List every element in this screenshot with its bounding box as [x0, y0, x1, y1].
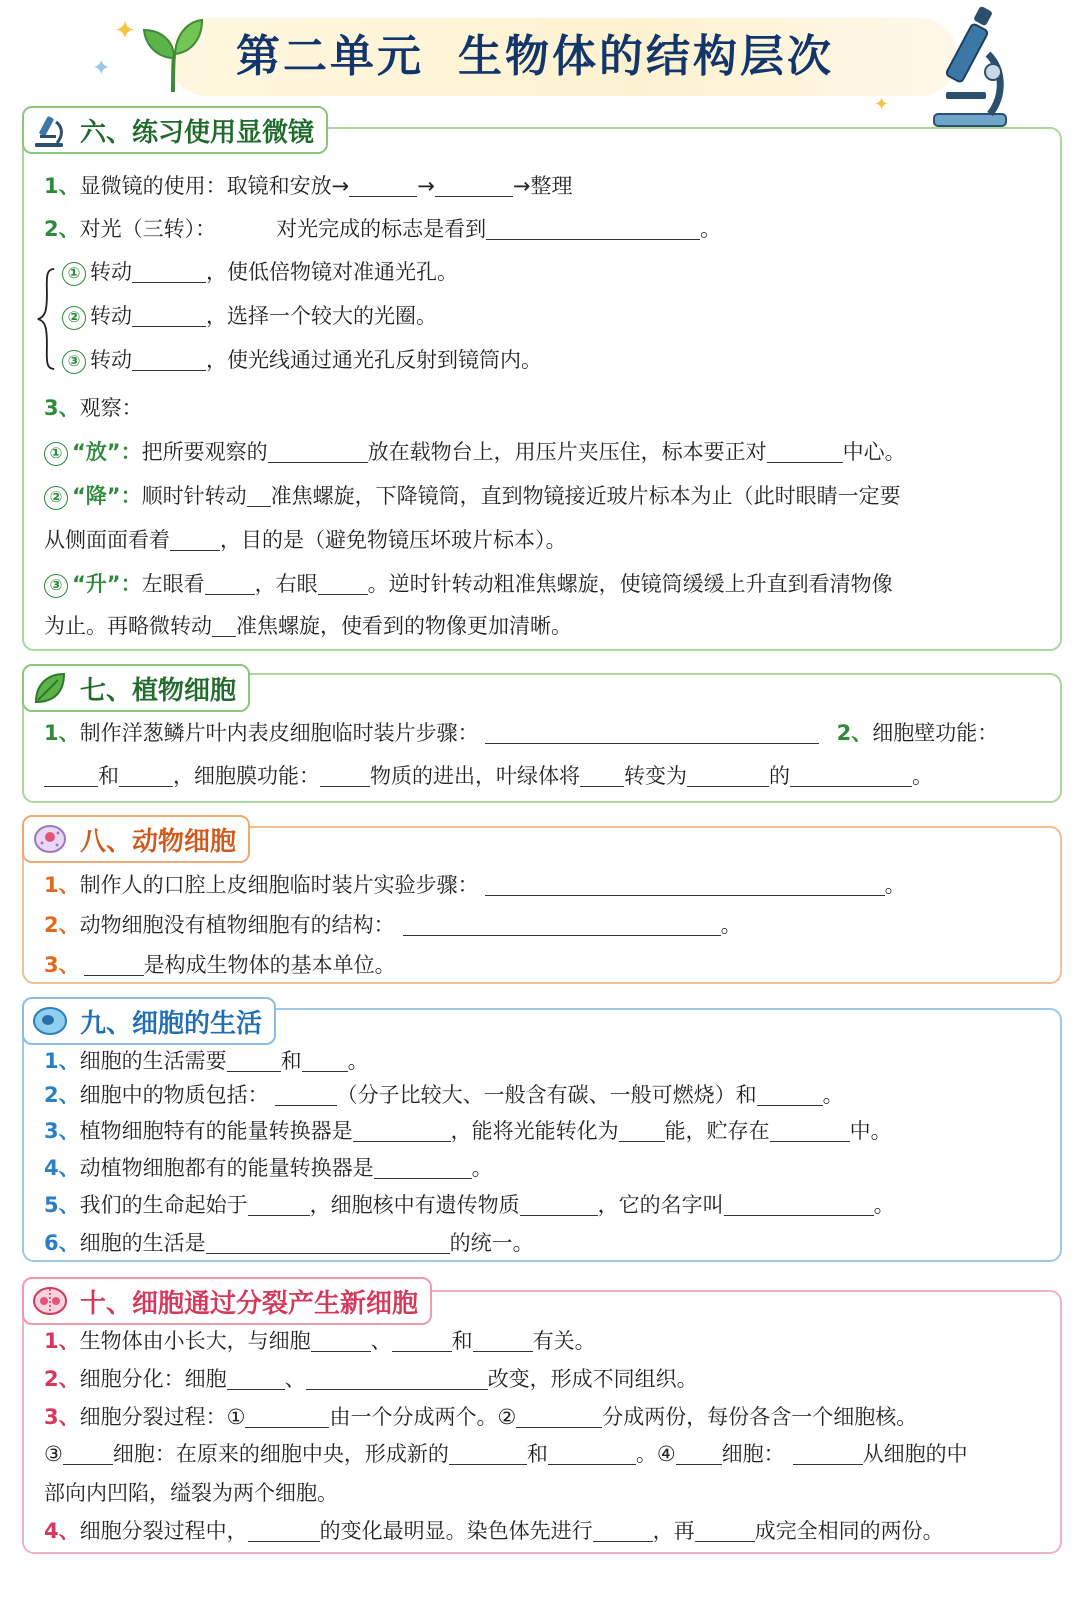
blank-field[interactable] — [619, 1119, 665, 1142]
cell-icon — [32, 1003, 68, 1039]
blank-field[interactable] — [318, 572, 368, 595]
blank-field[interactable] — [63, 1442, 113, 1465]
heading-section-6: 六、练习使用显微镜 — [22, 106, 328, 154]
s9-line-5: 5、我们的生命起始于 ，细胞核中有遗传物质 ，它的名字叫 。 — [44, 1193, 895, 1217]
blank-field[interactable] — [520, 1193, 598, 1216]
blank-field[interactable] — [485, 873, 885, 896]
blank-field[interactable] — [449, 1442, 527, 1465]
s6-line-1: 1、显微镜的使用：取镜和安放→ → →整理 — [44, 174, 573, 198]
blank-field[interactable] — [306, 1367, 488, 1390]
dividing-cell-icon — [32, 1283, 68, 1319]
blank-field[interactable] — [403, 913, 721, 936]
s6-observe-2: ② “降”：顺时针转动 准焦螺旋，下降镜筒，直到物镜接近玻片标本为止（此时眼睛一定要 — [44, 481, 901, 511]
blank-field[interactable] — [311, 1329, 371, 1352]
section-microscope — [22, 127, 1062, 651]
blank-field[interactable] — [227, 1367, 285, 1390]
s8-line-1: 1、制作人的口腔上皮细胞临时装片实验步骤： 。 — [44, 873, 906, 897]
title-area — [0, 0, 1080, 120]
blank-field[interactable] — [767, 440, 843, 463]
s7-line-2: 和 ，细胞膜功能： 物质的进出，叶绿体将 转变为 的 。 — [44, 761, 933, 791]
blank-field[interactable] — [44, 764, 98, 787]
blank-field[interactable] — [247, 484, 271, 507]
blank-field[interactable] — [473, 1329, 533, 1352]
section-cell-division — [22, 1290, 1062, 1554]
blank-field[interactable] — [724, 1193, 874, 1216]
s6-observe-3: ③ “升”：左眼看 ，右眼 。逆时针转动粗准焦螺旋，使镜筒缓缓上升直到看清物像 — [44, 569, 893, 599]
s10-line-2: 2、细胞分化：细胞 、 改变，形成不同组织。 — [44, 1367, 698, 1391]
blank-field[interactable] — [302, 1049, 348, 1072]
blank-field[interactable] — [245, 1405, 329, 1428]
blank-field[interactable] — [353, 1119, 451, 1142]
blank-field[interactable] — [516, 1405, 602, 1428]
blank-field[interactable] — [84, 953, 144, 976]
blank-field[interactable] — [119, 764, 173, 787]
blank-field[interactable] — [248, 1519, 320, 1542]
blank-field[interactable] — [486, 217, 700, 240]
blank-field[interactable] — [676, 1442, 722, 1465]
blank-field[interactable] — [132, 348, 206, 371]
heading-section-8: 八、动物细胞 — [22, 815, 250, 863]
heading-section-9: 九、细胞的生活 — [22, 997, 276, 1045]
s6-bracket-2: ② 转动 ，选择一个较大的光圈。 — [62, 301, 437, 331]
blank-field[interactable] — [695, 1519, 755, 1542]
heading-section-10: 十、细胞通过分裂产生新细胞 — [22, 1277, 432, 1325]
s8-line-2: 2、动物细胞没有植物细胞有的结构： 。 — [44, 913, 742, 937]
sparkle-icon: ✦ — [92, 56, 111, 81]
s10-line-3: 3、细胞分裂过程：① 由一个分成两个。② 分成两份，每份各含一个细胞核。 — [44, 1405, 918, 1429]
s7-line-1: 1、制作洋葱鳞片叶内表皮细胞临时装片步骤： 2、细胞壁功能： — [44, 721, 999, 745]
s9-line-6: 6、细胞的生活是 的统一。 — [44, 1231, 534, 1255]
sparkle-icon: ✦ — [114, 16, 136, 46]
blank-field[interactable] — [206, 1231, 450, 1254]
blank-field[interactable] — [275, 1083, 337, 1106]
heading-section-7: 七、植物细胞 — [22, 664, 250, 712]
blank-field[interactable] — [392, 1329, 452, 1352]
s10-line-1: 1、生物体由小长大，与细胞 、 和 有关。 — [44, 1329, 596, 1353]
leaf-icon — [32, 670, 68, 706]
animal-cell-icon — [32, 821, 68, 857]
blank-field[interactable] — [435, 174, 513, 197]
s6-bracket-3: ③ 转动 ，使光线通过通光孔反射到镜筒内。 — [62, 345, 542, 375]
blank-field[interactable] — [580, 764, 624, 787]
s8-line-3: 3、 是构成生物体的基本单位。 — [44, 953, 396, 977]
blank-field[interactable] — [374, 1156, 472, 1179]
blank-field[interactable] — [793, 1442, 863, 1465]
s10-line-3-end: 部向内凹陷，缢裂为两个细胞。 — [44, 1481, 338, 1505]
blank-field[interactable] — [170, 528, 220, 551]
s6-line-3: 3、观察： — [44, 396, 143, 420]
s9-line-1: 1、细胞的生活需要 和 。 — [44, 1049, 369, 1073]
s6-bracket-1: ① 转动 ，使低倍物镜对准通光孔。 — [62, 257, 458, 287]
blank-field[interactable] — [212, 614, 236, 637]
s6-observe-2-cont: 从侧面面看着 ，目的是（避免物镜压坏玻片标本）。 — [44, 528, 567, 552]
leaf-sprout-icon — [140, 18, 206, 94]
s9-line-3: 3、植物细胞特有的能量转换器是 ，能将光能转化为 能，贮存在 中。 — [44, 1119, 892, 1143]
blank-field[interactable] — [205, 572, 255, 595]
blank-field[interactable] — [227, 1049, 281, 1072]
blank-field[interactable] — [687, 764, 769, 787]
blank-field[interactable] — [593, 1519, 653, 1542]
blank-field[interactable] — [770, 1119, 850, 1142]
s6-line-2: 2、对光（三转）： 对光完成的标志是看到 。 — [44, 217, 722, 241]
microscope-icon — [930, 6, 1014, 128]
blank-field[interactable] — [132, 304, 206, 327]
blank-field[interactable] — [248, 1193, 310, 1216]
blank-field[interactable] — [268, 440, 368, 463]
blank-field[interactable] — [320, 764, 370, 787]
blank-field[interactable] — [790, 764, 912, 787]
s10-line-3-cont: ③ 细胞：在原来的细胞中央，形成新的 和 。④ 细胞： 从细胞的中 — [44, 1442, 968, 1466]
s6-observe-1: ① “放”：把所要观察的 放在载物台上，用压片夹压住，标本要正对 中心。 — [44, 437, 906, 467]
microscope-icon — [32, 112, 68, 148]
s9-line-2: 2、细胞中的物质包括： （分子比较大、一般含有碳、一般可燃烧）和 。 — [44, 1083, 844, 1107]
brace-icon — [36, 263, 56, 375]
blank-field[interactable] — [485, 721, 819, 744]
s10-line-4: 4、细胞分裂过程中， 的变化最明显。染色体先进行 ，再 成完全相同的两份。 — [44, 1519, 944, 1543]
blank-field[interactable] — [757, 1083, 823, 1106]
section-cell-life — [22, 1008, 1062, 1262]
blank-field[interactable] — [548, 1442, 636, 1465]
blank-field[interactable] — [349, 174, 417, 197]
sparkle-icon: ✦ — [874, 94, 890, 115]
blank-field[interactable] — [132, 260, 206, 283]
page-title: 第二单元 生物体的结构层次 — [236, 31, 834, 82]
s6-observe-3-cont: 为止。再略微转动 准焦螺旋，使看到的物像更加清晰。 — [44, 614, 572, 638]
s9-line-4: 4、动植物细胞都有的能量转换器是 。 — [44, 1156, 493, 1180]
